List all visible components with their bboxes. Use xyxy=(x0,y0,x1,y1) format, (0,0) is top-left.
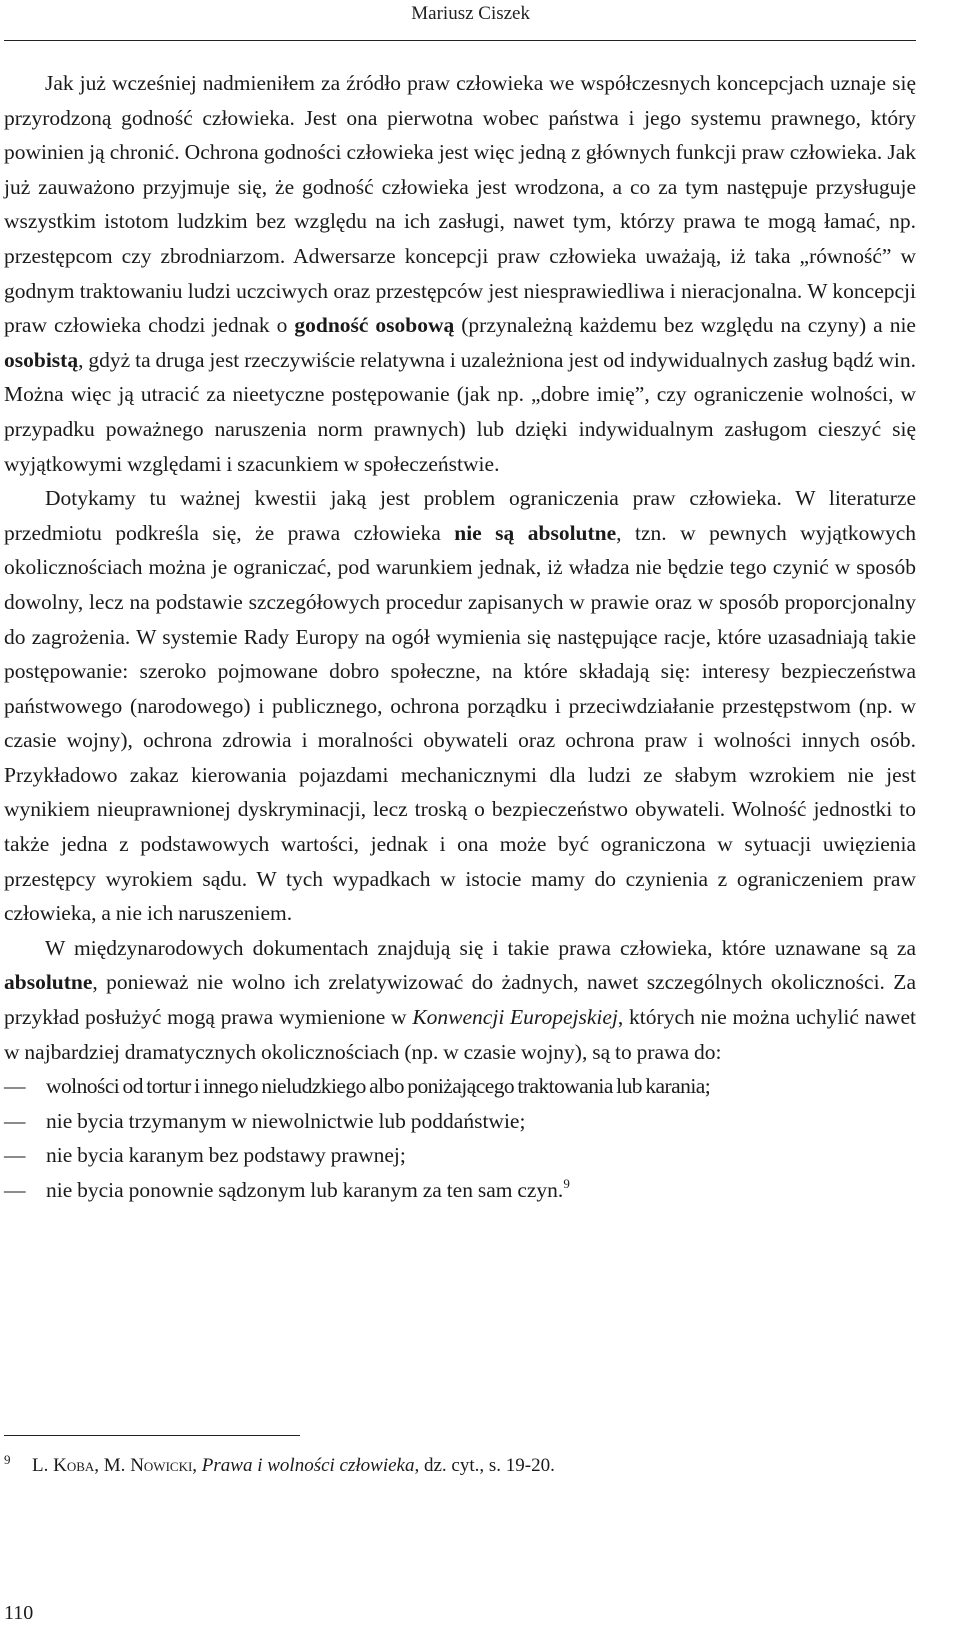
paragraph-3: W międzynarodowych dokumentach znajdują się i takie prawa człowieka, które uznawane są za absolutne, ponieważ nie wolno ich zrelatywizować do żadnych, nawet szczególnych okoliczności. Za przykład posłużyć mogą prawa wymienione w Konwencji Europejskiej, których nie można uchylić nawet w najbardziej dramatycznych okolicznościach (np. w czasie wojny), są to prawa do: xyxy=(4,935,916,1064)
italic-title: Konwencji Europejskiej xyxy=(412,1005,618,1030)
dash-bullet: — xyxy=(4,1178,26,1202)
footnote-ref[interactable]: 9 xyxy=(563,1176,570,1191)
bold-term: nie są absolutne xyxy=(454,520,617,545)
footnote-author: Koba xyxy=(53,1455,95,1476)
paragraph-1: Jak już wcześniej nadmieniłem za źródło praw człowieka we współczesnych koncepcjach uznaje się przyrodzoną godność człowieka. Jest ona pierwotna wobec państwa i jego systemu prawnego, który powinien ją chronić. Ochrona godności człowieka jest więc jedną z głównych funkcji praw człowieka. Jak już zauważono przyjmuje się, że godność człowieka jest wrodzona, a co za tym następuje przysługuje wszystkim istotom ludzkim bez względu na ich zasługi, nawet tym, którzy prawa te mogą łamać, np. przestępcom czy zbrodniarzom. Adwersarze koncepcji praw człowieka uważają, iż taka „równość” w godnym traktowaniu ludzi uczciwych oraz przestępców jest niesprawiedliwa i nieracjonalna. W koncepcji praw człowieka chodzi jednak o godność osobową (przynależną każdemu bez względu na czyny) a nie osobistą, gdyż ta druga jest rzeczywiście relatywna i uzależniona jest od indywidualnych zasług bądź win. Można więc ją utracić za nieetyczne postępowanie (jak np. „dobre imię”, czy ograniczenie wolności, w przypadku poważnego naruszenia norm prawnych) lub dzięki indywidualnym zasługom cieszyć się wyjątkowymi względami i szacunkiem w społeczeństwie. xyxy=(4,71,916,476)
list-item: — nie bycia ponownie sądzonym lub karanym za ten sam czyn.$^9$ xyxy=(4,1173,916,1208)
dash-bullet: — xyxy=(4,1074,25,1099)
dash-bullet: — xyxy=(4,1143,26,1168)
paragraph-2: Dotykamy tu ważnej kwestii jaką jest problem ograniczenia praw człowieka. W literaturze przedmiotu podkreśla się, że prawa człowieka nie są absolutne, tzn. w pewnych wyjątkowych okolicznościach można je ograniczać, pod warunkiem jednak, iż władza nie będzie tego czynić w sposób dowolny, lecz na podstawie szczegółowych procedur zapisanych w prawie oraz w sposób proporcjonalny do zagrożenia. W systemie Rady Europy na ogół wymienia się następujące racje, które uzasadniają takie postępowanie: szeroko pojmowane dobro społeczne, na które składają się: interesy bezpieczeństwa państwowego (narodowego) i publicznego, ochrona porządku i przeciwdziałanie przestępstwom (np. w czasie wojny), ochrona zdrowia i moralności obywateli oraz ochrona praw i wolności innych osób. Przykładowo zakaz kierowania pojazdami mechanicznymi dla ludzi ze słabym wzrokiem nie jest wynikiem nieuprawnionej dyskryminacji, lecz troską o bezpieczeństwo obywateli. Wolność jednostki to także jedna z podstawowych wartości, jednak i ona może być ograniczona w sytuacji uwięzienia przestępcy wyrokiem sądu. W tych wypadkach w istocie mamy do czynienia z ograniczeniem praw człowieka, a nie ich naruszeniem. xyxy=(4,486,916,926)
running-header xyxy=(4,0,916,41)
dash-bullet: — xyxy=(4,1108,26,1133)
footnote-separator xyxy=(4,1435,300,1436)
list-item: — nie bycia trzymanym w niewolnictwie lub poddaństwie; xyxy=(4,1104,916,1139)
body-text xyxy=(4,66,916,1208)
bold-term: godność osobową xyxy=(294,313,455,338)
footnote: 9 L. Koba, M. Nowicki, Prawa i wolności człowieka, dz. cyt., s. 19-20. xyxy=(4,1452,555,1476)
list-item: — nie bycia karanym bez podstawy prawnej; xyxy=(4,1138,916,1173)
list-item: — wolności od tortur i innego nieludzkiego albo poniżającego traktowania lub karania; xyxy=(4,1069,916,1104)
page-number: 110 xyxy=(4,1602,34,1624)
header-author: Mariusz Ciszek xyxy=(411,3,530,24)
rights-list xyxy=(4,1069,916,1207)
footnote-author: Nowicki xyxy=(130,1455,193,1476)
bold-term: osobistą xyxy=(4,347,79,372)
document-page xyxy=(4,0,916,1643)
footnote-title: Prawa i wolności człowieka xyxy=(201,1455,415,1476)
bold-term: absolutne xyxy=(4,970,93,995)
